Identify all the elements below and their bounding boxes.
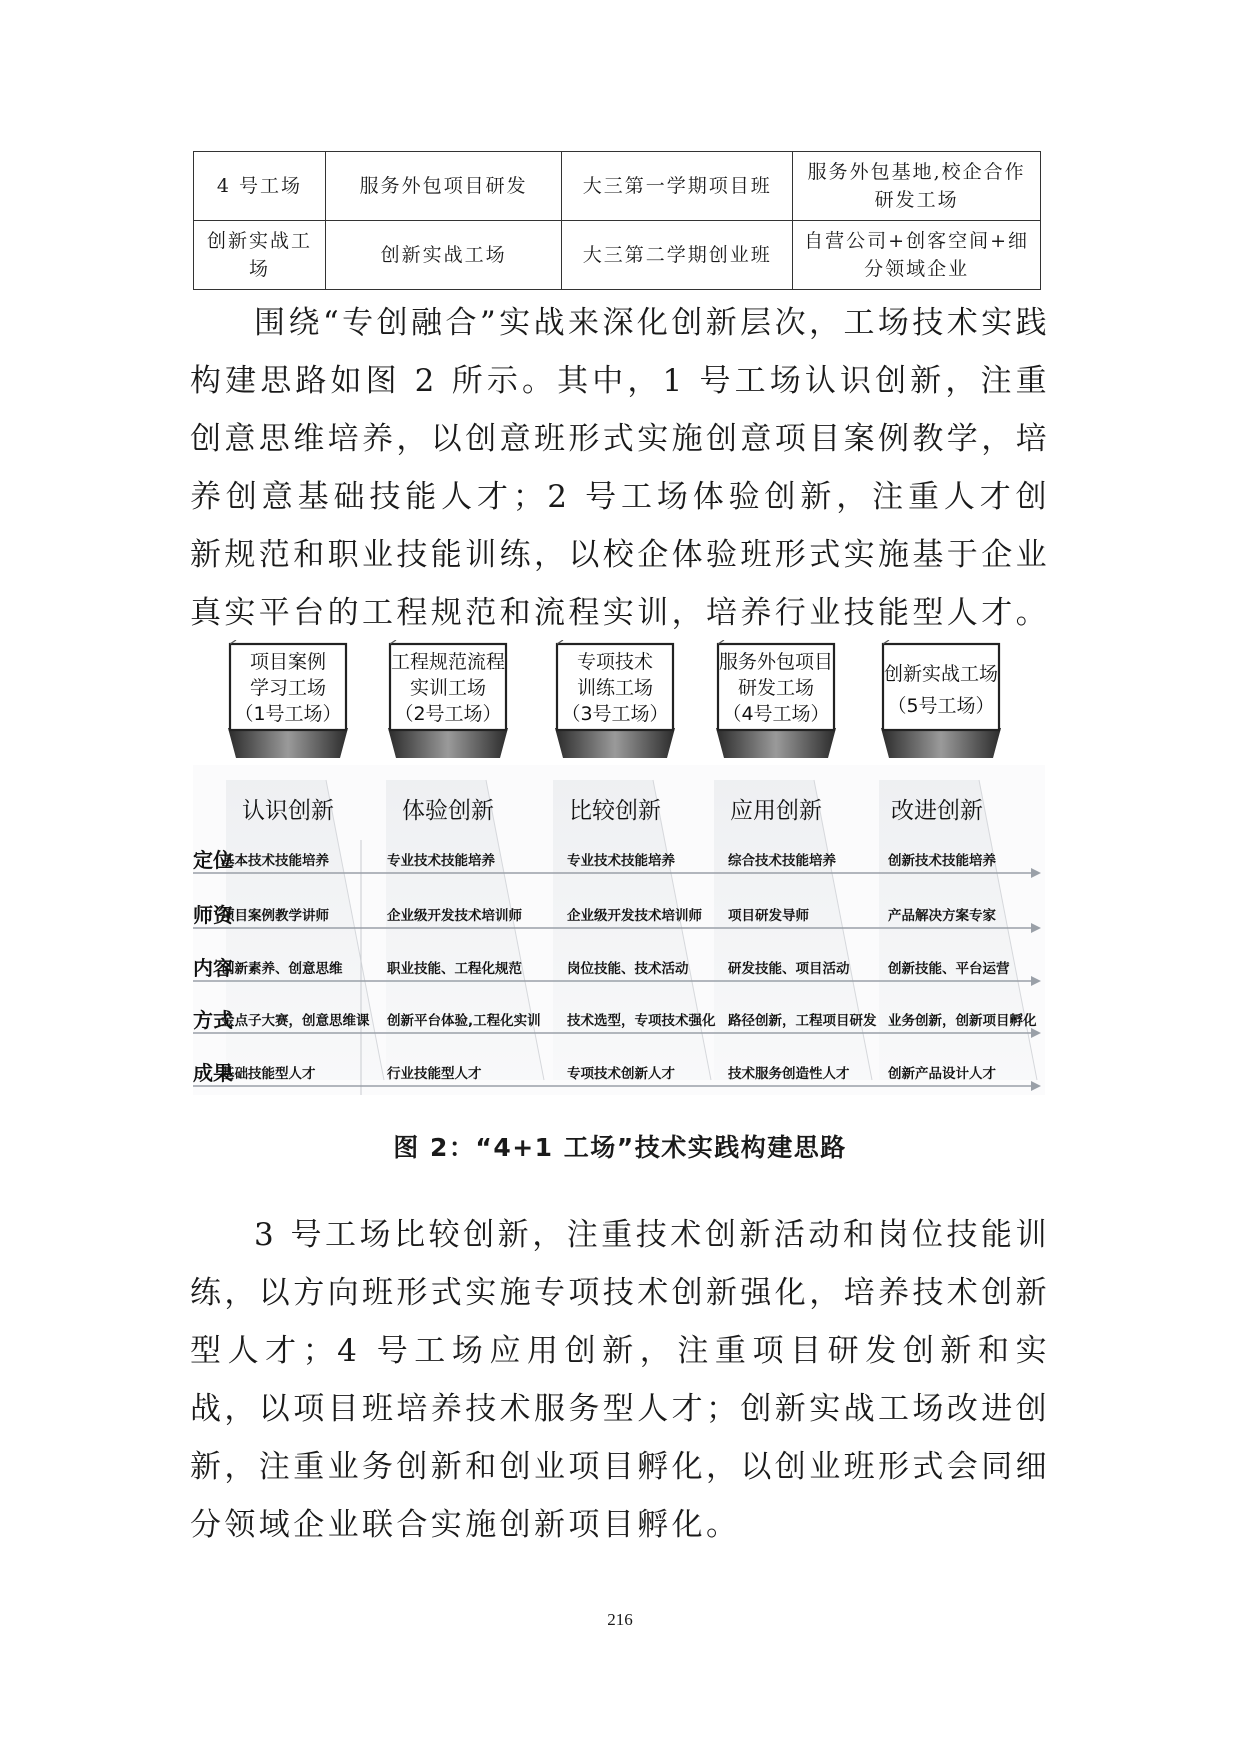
row-cell: 基础技能型人才 xyxy=(221,1066,316,1082)
paragraph-text: 围绕“专创融合”实战来深化创新层次，工场技术实践构建思路如图 2 所示。其中，1 号工场认识创新，注重创意思维培养，以创意班形式实施创意项目案例教学，培养创意基础技能人才；2 号工场体验创新，注重人才创新规范和职业技能训练，以校企体验班形式实施基于企业真实平台的工程规范和流程实训，培养行业技能型人才。 xyxy=(190,305,1050,631)
table-cell: 创新实战工场 xyxy=(194,221,326,290)
workshop-box-base xyxy=(388,728,508,758)
row-label: 定位 xyxy=(193,848,233,872)
workshop-label: 工程规范流程 xyxy=(390,651,506,673)
workshop-box xyxy=(228,640,348,758)
table-row xyxy=(194,221,1041,290)
workshop-label: （2号工场） xyxy=(394,703,502,725)
workshop-box-base xyxy=(881,728,1001,758)
workshop-box xyxy=(388,640,508,758)
workshop-label: 服务外包项目 xyxy=(718,651,834,673)
innovation-heading: 认识创新 xyxy=(242,798,334,824)
row-cell: 创新平台体验,工程化实训 xyxy=(387,1013,541,1029)
figure-caption: 图 2：“4+1 工场”技术实践构建思路 xyxy=(393,1133,847,1162)
workshop-box-base xyxy=(228,728,348,758)
paragraph-text: 3 号工场比较创新，注重技术创新活动和岗位技能训练，以方向班形式实施专项技术创新强化，培养技术创新型人才；4 号工场应用创新，注重项目研发创新和实战，以项目班培养技术服务型人才；创新实战工场改进创新，注重业务创新和创业项目孵化，以创业班形式会同细分领域企业联合实施创新项目孵化。 xyxy=(190,1217,1050,1543)
workshop-box-base xyxy=(555,728,675,758)
row-label: 师资 xyxy=(193,903,233,927)
row-cell: 专业技术技能培养 xyxy=(387,853,495,869)
row-cell: 基本技术技能培养 xyxy=(221,853,329,869)
innovation-heading: 改进创新 xyxy=(891,798,983,824)
workshop-label: （1号工场） xyxy=(234,703,342,725)
figure-diagram xyxy=(193,640,1045,1100)
table-cell: 4 号工场 xyxy=(194,152,326,221)
row-cell: 项目案例教学讲师 xyxy=(221,908,329,924)
row-cell: 职业技能、工程化规范 xyxy=(387,961,522,977)
workshop-label: 创新实战工场 xyxy=(883,663,999,685)
workshop-label: 研发工场 xyxy=(737,677,815,699)
workshop-label: （5号工场） xyxy=(887,695,995,717)
row-cell: 项目研发导师 xyxy=(728,908,809,924)
row-cell: 创新技术技能培养 xyxy=(888,853,996,869)
row-cell: 金点子大赛，创意思维课 xyxy=(221,1013,370,1029)
workshop-label: 项目案例 xyxy=(249,651,327,673)
row-cell: 业务创新，创新项目孵化 xyxy=(888,1013,1037,1029)
workshop-box-face xyxy=(883,644,999,730)
row-cell: 行业技能型人才 xyxy=(387,1066,482,1082)
table-cell: 自营公司+创客空间+细分领域企业 xyxy=(793,221,1041,290)
table-cell: 大三第一学期项目班 xyxy=(562,152,793,221)
row-cell: 产品解决方案专家 xyxy=(888,908,996,924)
workshop-label: 专项技术 xyxy=(576,651,654,673)
workshop-box-base xyxy=(716,728,836,758)
body-paragraph xyxy=(190,1206,1050,1554)
workshop-box xyxy=(555,640,675,758)
row-cell: 综合技术技能培养 xyxy=(728,853,836,869)
row-cell: 创新产品设计人才 xyxy=(888,1066,996,1082)
row-cell: 企业级开发技术培训师 xyxy=(387,908,522,924)
row-label: 方式 xyxy=(193,1008,233,1032)
workshop-box xyxy=(716,640,836,758)
innovation-heading: 比较创新 xyxy=(569,798,661,824)
workshop-label: （4号工场） xyxy=(722,703,830,725)
table-cell: 大三第二学期创业班 xyxy=(562,221,793,290)
table-cell: 服务外包基地,校企合作研发工场 xyxy=(793,152,1041,221)
row-cell: 路径创新，工程项目研发 xyxy=(728,1013,877,1029)
workshop-label: （3号工场） xyxy=(561,703,669,725)
table-cell: 服务外包项目研发 xyxy=(325,152,562,221)
row-label: 成果 xyxy=(193,1061,233,1085)
innovation-heading: 体验创新 xyxy=(402,798,494,824)
workshop-label: 学习工场 xyxy=(249,677,327,699)
row-cell: 研发技能、项目活动 xyxy=(728,961,850,977)
row-cell: 专项技术创新人才 xyxy=(567,1066,675,1082)
row-cell: 专业技术技能培养 xyxy=(567,853,675,869)
workshop-label: 训练工场 xyxy=(576,677,654,699)
row-cell: 岗位技能、技术活动 xyxy=(567,961,689,977)
row-cell: 创新技能、平台运营 xyxy=(888,961,1010,977)
workshop-label: 实训工场 xyxy=(409,677,487,699)
workshop-diagram-svg xyxy=(193,640,1045,1100)
body-paragraph xyxy=(190,294,1050,642)
row-cell: 创新素养、创意思维 xyxy=(221,961,343,977)
page-number: 216 xyxy=(607,1610,633,1629)
row-label: 内容 xyxy=(193,956,233,980)
workshop-box xyxy=(881,640,1001,758)
table-row xyxy=(194,152,1041,221)
row-cell: 技术选型，专项技术强化 xyxy=(567,1013,716,1029)
row-cell: 企业级开发技术培训师 xyxy=(567,908,702,924)
innovation-heading: 应用创新 xyxy=(730,798,822,824)
row-cell: 技术服务创造性人才 xyxy=(728,1066,850,1082)
table-cell: 创新实战工场 xyxy=(325,221,562,290)
workshop-table xyxy=(193,151,1041,290)
